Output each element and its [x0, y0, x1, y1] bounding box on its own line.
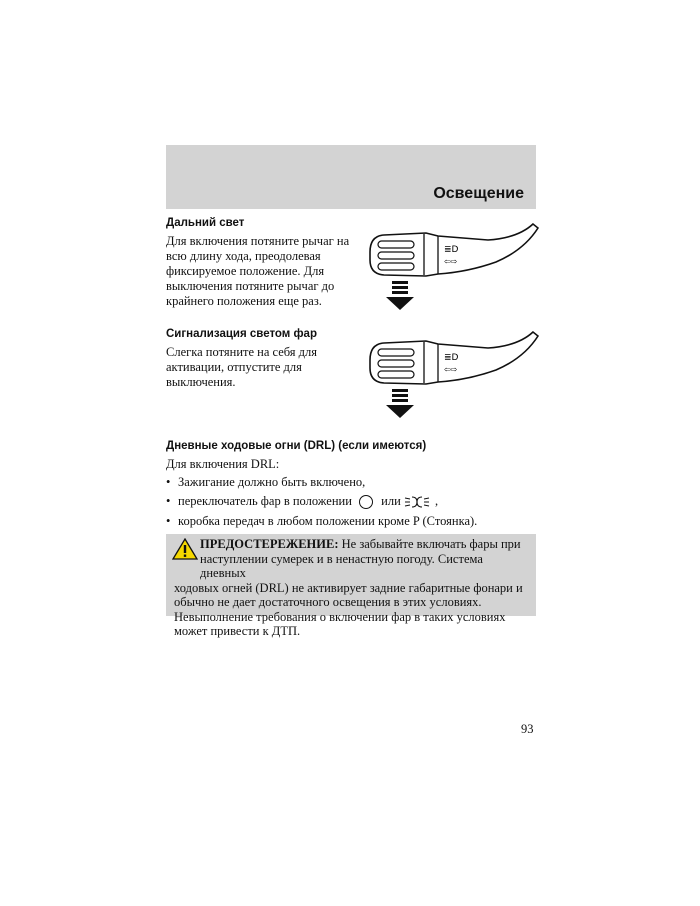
turn-signal-lever-icon	[370, 224, 538, 276]
text-line: ходовых огней (DRL) не активирует задние габаритные фонари и	[174, 580, 523, 595]
high-beam-heading: Дальний свет	[166, 217, 245, 229]
warning-box	[166, 534, 536, 638]
list-item	[166, 514, 477, 529]
text-line: Невыполнение требования о включении фар в таких условиях	[174, 609, 506, 624]
lever-pull-slight-figure	[368, 330, 540, 422]
list-item-text: переключатель фар в положении	[178, 494, 352, 508]
svg-text:≣D: ≣D	[444, 353, 459, 363]
or-word: или	[381, 494, 401, 508]
pull-arrow-icon	[386, 389, 414, 418]
svg-text:≣D: ≣D	[444, 245, 459, 255]
list-item-text: коробка передач в любом положении кроме P (Стоянка).	[178, 514, 478, 528]
text-line: Для включения потяните рычаг на	[166, 234, 350, 248]
headlamp-off-circle-icon	[358, 494, 374, 510]
text-line	[174, 537, 530, 552]
flash-to-pass-text	[166, 345, 317, 390]
text-line: активации, отпустите для	[166, 360, 302, 374]
text-line: фиксируемое положение. Для	[166, 264, 325, 278]
parking-lamps-icon	[404, 494, 430, 510]
warning-lead: ПРЕДОСТЕРЕЖЕНИЕ:	[200, 537, 339, 551]
page-number: 93	[521, 722, 534, 736]
drl-intro: Для включения DRL:	[166, 457, 280, 471]
text-line: крайнего положения еще раз.	[166, 294, 322, 308]
comma: ,	[435, 494, 439, 508]
svg-text:⇦⇨: ⇦⇨	[444, 257, 458, 266]
drl-heading: Дневные ходовые огни (DRL) (если имеются)	[166, 440, 427, 452]
pull-arrow-icon	[386, 281, 414, 310]
flash-to-pass-heading: Сигнализация светом фар	[166, 328, 317, 340]
text-line: наступлении сумерек и в ненастную погоду. Система дневных	[200, 551, 483, 580]
text-line: может привести к ДТП.	[174, 624, 301, 638]
turn-signal-lever-icon	[370, 332, 538, 384]
bullet-glyph: •	[166, 514, 171, 528]
lever-pull-full-figure	[368, 222, 540, 314]
text-line: обычно не дает достаточного освещения в этих условиях.	[174, 595, 482, 609]
bullet-glyph: •	[166, 494, 171, 508]
text-line: Слегка потяните на себя для	[166, 345, 318, 359]
text-line: Не забывайте включать фары при	[341, 537, 521, 551]
text-line: выключения.	[166, 375, 236, 389]
high-beam-text	[166, 234, 349, 309]
section-header-band	[166, 145, 536, 209]
list-item-text: Зажигание должно быть включено,	[178, 475, 366, 489]
bullet-glyph: •	[166, 475, 171, 489]
svg-text:⇦⇨: ⇦⇨	[444, 365, 458, 374]
section-title: Освещение	[433, 185, 524, 202]
list-item	[166, 494, 438, 510]
text-line: всю длину хода, преодолевая	[166, 249, 321, 263]
list-item	[166, 475, 365, 490]
text-line: выключения потяните рычаг до	[166, 279, 335, 293]
warning-text	[174, 537, 530, 639]
